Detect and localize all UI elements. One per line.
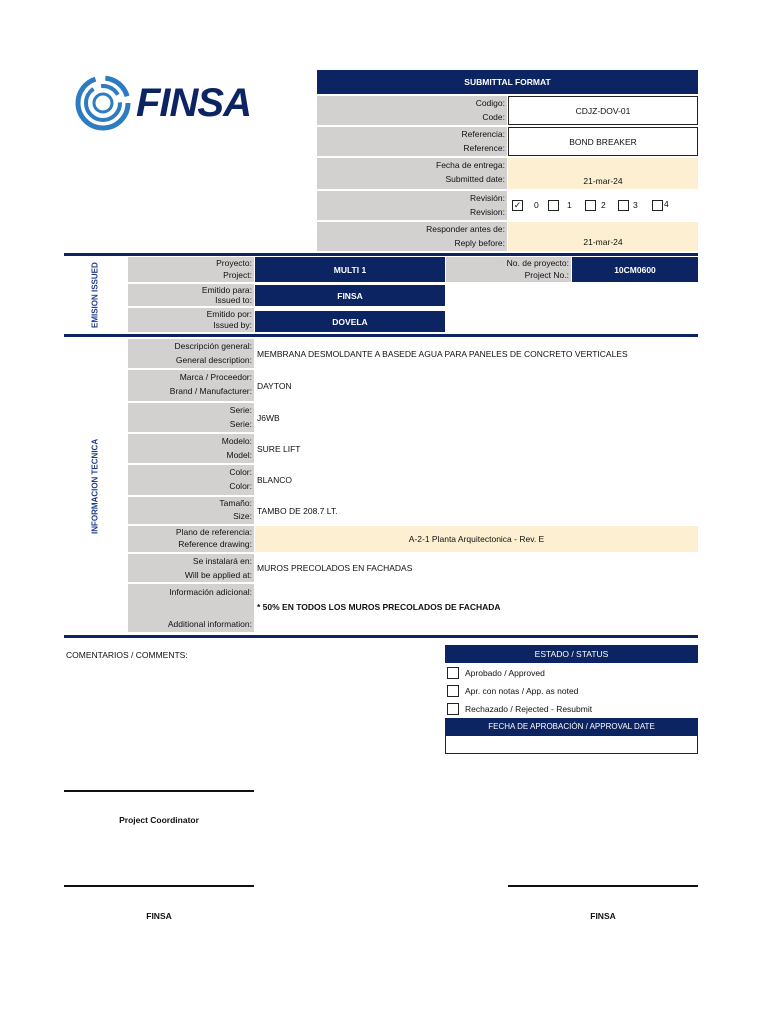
status-option-noted[interactable] [447, 684, 697, 698]
revision-0-label: 0 [534, 200, 539, 210]
reply-before-label: Responder antes de: Reply before: [317, 222, 507, 251]
general-description-label: Descripción general: General description: [128, 339, 254, 368]
additional-info-value: * 50% EN TODOS LOS MUROS PRECOLADOS DE FACHADA [257, 602, 501, 612]
noted-label: Apr. con notas / App. as noted [465, 686, 579, 696]
reference-drawing-value: A-2-1 Planta Arquitectonica - Rev. E [255, 526, 698, 552]
left-signature-line [64, 885, 254, 887]
submitted-date-value: 21-mar-24 [508, 158, 698, 189]
left-company: FINSA [146, 911, 172, 921]
revision-2-label: 2 [601, 200, 606, 210]
section-divider [64, 635, 698, 638]
section-divider [64, 253, 698, 256]
rejected-checkbox[interactable] [447, 703, 459, 715]
model-label: Modelo: Model: [128, 434, 254, 463]
approval-date-label: FECHA DE APROBACIÓN / APPROVAL DATE [445, 718, 698, 735]
submitted-date-label: Fecha de entrega: Submitted date: [317, 158, 507, 189]
approved-label: Aprobado / Approved [465, 668, 545, 678]
revision-label: Revisión: Revision: [317, 191, 507, 220]
revision-3-checkbox[interactable] [618, 200, 629, 211]
section-divider [64, 334, 698, 337]
revision-1-label: 1 [567, 200, 572, 210]
project-no-label: No. de proyecto: Project No.: [446, 257, 571, 282]
project-label: Proyecto: Project: [128, 257, 254, 282]
submittal-title: SUBMITTAL FORMAT [317, 70, 698, 94]
color-label: Color: Color: [128, 465, 254, 495]
coordinator-title: Project Coordinator [119, 815, 199, 825]
approved-checkbox[interactable] [447, 667, 459, 679]
brand-label: Marca / Proceedor: Brand / Manufacturer: [128, 370, 254, 401]
finsa-logo [74, 74, 306, 132]
approval-date-field[interactable] [445, 735, 698, 754]
revision-options [512, 199, 698, 213]
revision-3-label: 3 [633, 200, 638, 210]
finsa-logo-icon [74, 74, 132, 132]
rejected-label: Rechazado / Rejected - Resubmit [465, 704, 593, 714]
applied-at-label: Se instalará en: Will be applied at: [128, 554, 254, 582]
right-company: FINSA [590, 911, 616, 921]
issued-by-value: DOVELA [255, 311, 445, 332]
brand-value: DAYTON [257, 380, 292, 391]
size-value: TAMBO DE 208.7 LT. [257, 505, 338, 516]
size-label: Tamaño: Size: [128, 497, 254, 524]
project-no-value: 10CM0600 [572, 257, 698, 282]
status-title: ESTADO / STATUS [445, 645, 698, 663]
emision-section-label: EMISION ISSUED [90, 262, 100, 328]
color-value: BLANCO [257, 475, 292, 485]
issued-to-value: FINSA [255, 285, 445, 306]
finsa-logo-text: FINSA [136, 80, 251, 125]
coordinator-signature-line [64, 790, 254, 792]
applied-at-value: MUROS PRECOLADOS EN FACHADAS [257, 563, 413, 573]
issued-by-label: Emitido por: Issued by: [128, 308, 254, 332]
noted-checkbox[interactable] [447, 685, 459, 697]
model-value: SURE LIFT [257, 443, 301, 454]
status-option-approved[interactable] [447, 666, 697, 680]
revision-4-checkbox[interactable] [652, 200, 663, 211]
revision-4-label: 4 [664, 199, 669, 209]
general-description-value: MEMBRANA DESMOLDANTE A BASEDE AGUA PARA PANELES DE CONCRETO VERTICALES [257, 348, 628, 359]
right-signature-line [508, 885, 698, 887]
reference-value: BOND BREAKER [508, 127, 698, 156]
status-option-rejected[interactable] [447, 702, 697, 716]
serie-value: J6WB [257, 412, 280, 423]
tecnica-section-label: INFORMACION TECNICA [90, 438, 100, 534]
comments-label: COMENTARIOS / COMMENTS: [66, 650, 188, 660]
reply-before-value: 21-mar-24 [508, 222, 698, 251]
code-label: Codigo: Code: [317, 96, 507, 125]
reference-drawing-label: Plano de referencia: Reference drawing: [128, 526, 254, 552]
serie-label: Serie: Serie: [128, 403, 254, 432]
issued-to-label: Emitido para: Issued to: [128, 284, 254, 306]
revision-0-checkbox[interactable]: ✓ [513, 200, 522, 210]
code-value: CDJZ-DOV-01 [508, 96, 698, 125]
revision-1-checkbox[interactable] [548, 200, 559, 211]
project-value: MULTI 1 [255, 257, 445, 282]
additional-info-label: Información adicional: Additional information: [128, 584, 254, 632]
reference-label: Referencia: Reference: [317, 127, 507, 156]
revision-2-checkbox[interactable] [585, 200, 596, 211]
